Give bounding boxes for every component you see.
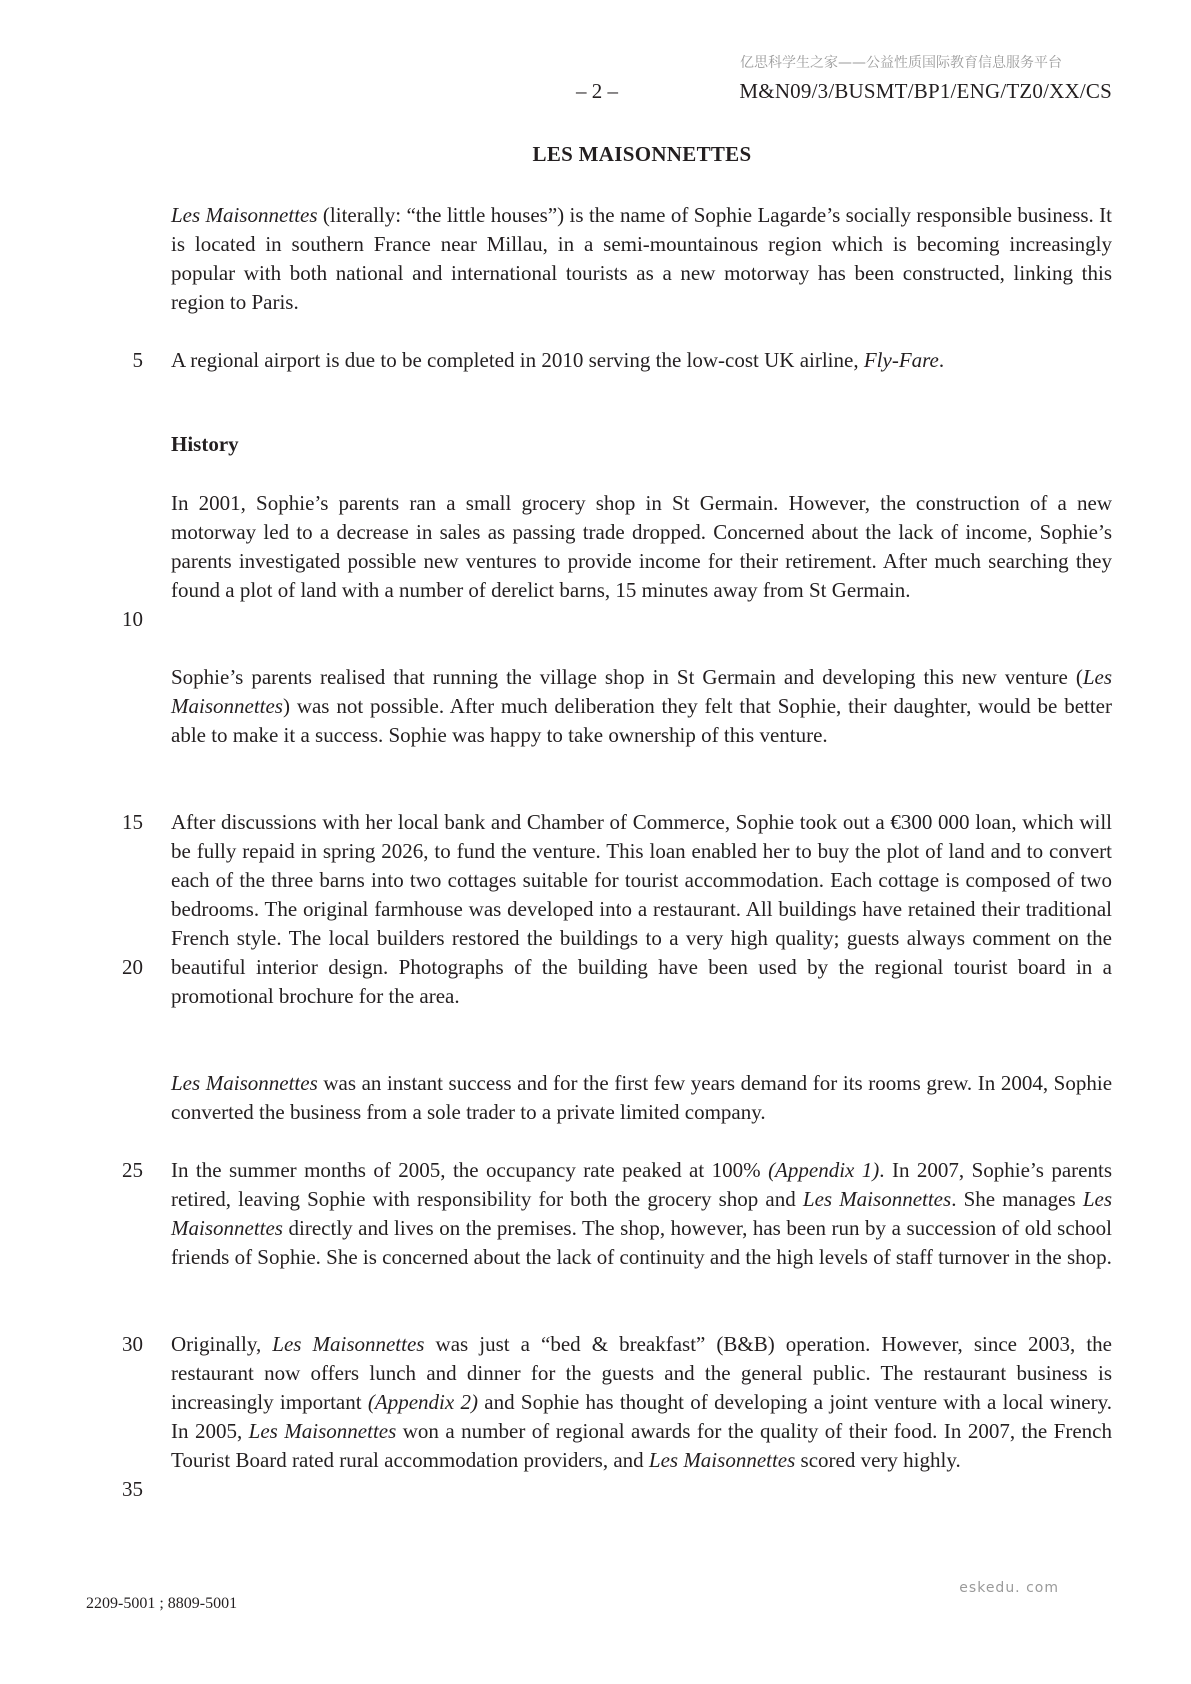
italic-text: (Appendix 2)	[367, 1390, 478, 1414]
page-number: – 2 –	[576, 79, 618, 103]
italic-text: Les Maisonnettes	[248, 1419, 397, 1443]
text-run: ) was not possible. After much deliberation they felt that Sophie, their daughter, would be better able to make it a success. Sophie was happy to take ownership of this venture.	[171, 694, 1112, 747]
text-run: In 2001, Sophie’s parents ran a small grocery shop in St Germain. However, the construction of a new motorway led to a decrease in sales as passing trade dropped. Concerned about the lack of income, Sophie’s parents investigated possible new ventures to provide income for their retirement. After much searching they found a plot of land with a number of derelict barns, 15 minutes away from St Germain.	[171, 491, 1112, 602]
line-number: 5	[132, 348, 143, 372]
italic-text: Les Maisonnettes	[802, 1187, 952, 1211]
italic-text: Les Maisonnettes	[648, 1448, 796, 1472]
exam-code: M&N09/3/BUSMT/BP1/ENG/TZ0/XX/CS	[739, 79, 1112, 103]
case-study-title: LES MAISONNETTES	[532, 142, 752, 166]
line-number: 10	[122, 607, 143, 631]
text-run: directly and lives on the premises. The shop, however, has been run by a succession of old school friends of Sophie. She is concerned about the lack of continuity and the high levels of staff turnover in the shop.	[171, 1216, 1112, 1269]
text-run: scored very highly.	[795, 1448, 961, 1472]
text-run: was an instant success and for the first few years demand for its rooms grew. In 2004, Sophie converted the business from a sole trader to a private limited company.	[171, 1071, 1113, 1124]
text-run: Sophie’s parents realised that running the village shop in St Germain and developing this new venture (	[171, 665, 1083, 689]
italic-text: Fly-Fare	[863, 348, 939, 372]
text-run: After discussions with her local bank and Chamber of Commerce, Sophie took out a €300 000 loan, which will be fully repaid in spring 2026, to fund the venture. This loan enabled her to buy the plot of land and to convert each of the three barns into two cottages suitable for tourist accommodation. Each cottage is composed of two bedrooms. The original farmhouse was developed into a restaurant. All buildings have retained their traditional French style. The local builders restored the buildings to a very high quality; guests always comment on the beautiful interior design. Photographs of the building have been used by the regional tourist board in a promotional brochure for the area.	[171, 810, 1112, 1008]
paragraph-history-3	[171, 808, 1112, 1011]
line-number: 30	[122, 1332, 143, 1356]
paragraph-history-5	[171, 1156, 1112, 1272]
text-run: and Sophie has thought of developing a joint venture with a local winery. In 2005,	[171, 1390, 1112, 1443]
text-run: was just a “bed & breakfast” (B&B) operation. However, since 2003, the restaurant now offers lunch and dinner for the guests and the general public. The restaurant business is increasingly important	[171, 1332, 1113, 1414]
text-run: Originally,	[171, 1332, 273, 1356]
paragraph-airport	[171, 346, 1112, 375]
line-number: 20	[122, 955, 143, 979]
italic-text: Les Maisonnettes	[272, 1332, 425, 1356]
text-run: won a number of regional awards for the quality of their food. In 2007, the French Tourist Board rated rural accommodation providers, and	[171, 1419, 1112, 1472]
italic-text: Les Maisonnettes	[171, 665, 1112, 718]
italic-text: Les Maisonnettes	[171, 203, 318, 227]
paragraph-history-6	[171, 1330, 1112, 1475]
text-run: . She manages	[951, 1187, 1083, 1211]
italic-text: Les Maisonnettes	[171, 1071, 318, 1095]
text-run: In the summer months of 2005, the occupancy rate peaked at 100%	[171, 1158, 769, 1182]
footer-code: 2209-5001 ; 8809-5001	[86, 1595, 238, 1612]
footer-watermark: eskedu. com	[959, 1580, 1059, 1596]
line-number: 25	[122, 1158, 143, 1182]
text-run: . In 2007, Sophie’s parents retired, leaving Sophie with responsibility for both the grocery shop and	[171, 1158, 1112, 1211]
line-number: 15	[122, 810, 143, 834]
line-number: 35	[122, 1477, 143, 1501]
paragraph-intro	[171, 201, 1112, 317]
header-watermark: 亿思科学生之家——公益性质国际教育信息服务平台	[740, 55, 1062, 71]
italic-text: Les Maisonnettes	[171, 1187, 1112, 1240]
text-run: (literally: “the little houses”) is the name of Sophie Lagarde’s socially responsible business. It is located in southern France near Millau, in a semi-mountainous region which is becoming increasingly popular with both national and international tourists as a new motorway has been constructed, linking this region to Paris.	[171, 203, 1112, 314]
paragraph-history-2	[171, 663, 1112, 750]
paragraph-history-4	[171, 1069, 1112, 1127]
text-run: A regional airport is due to be completed in 2010 serving the low-cost UK airline,	[171, 348, 864, 372]
text-run: .	[938, 348, 945, 372]
section-heading-history: History	[171, 432, 239, 456]
italic-text: (Appendix 1)	[768, 1158, 880, 1182]
paragraph-history-1	[171, 489, 1112, 605]
